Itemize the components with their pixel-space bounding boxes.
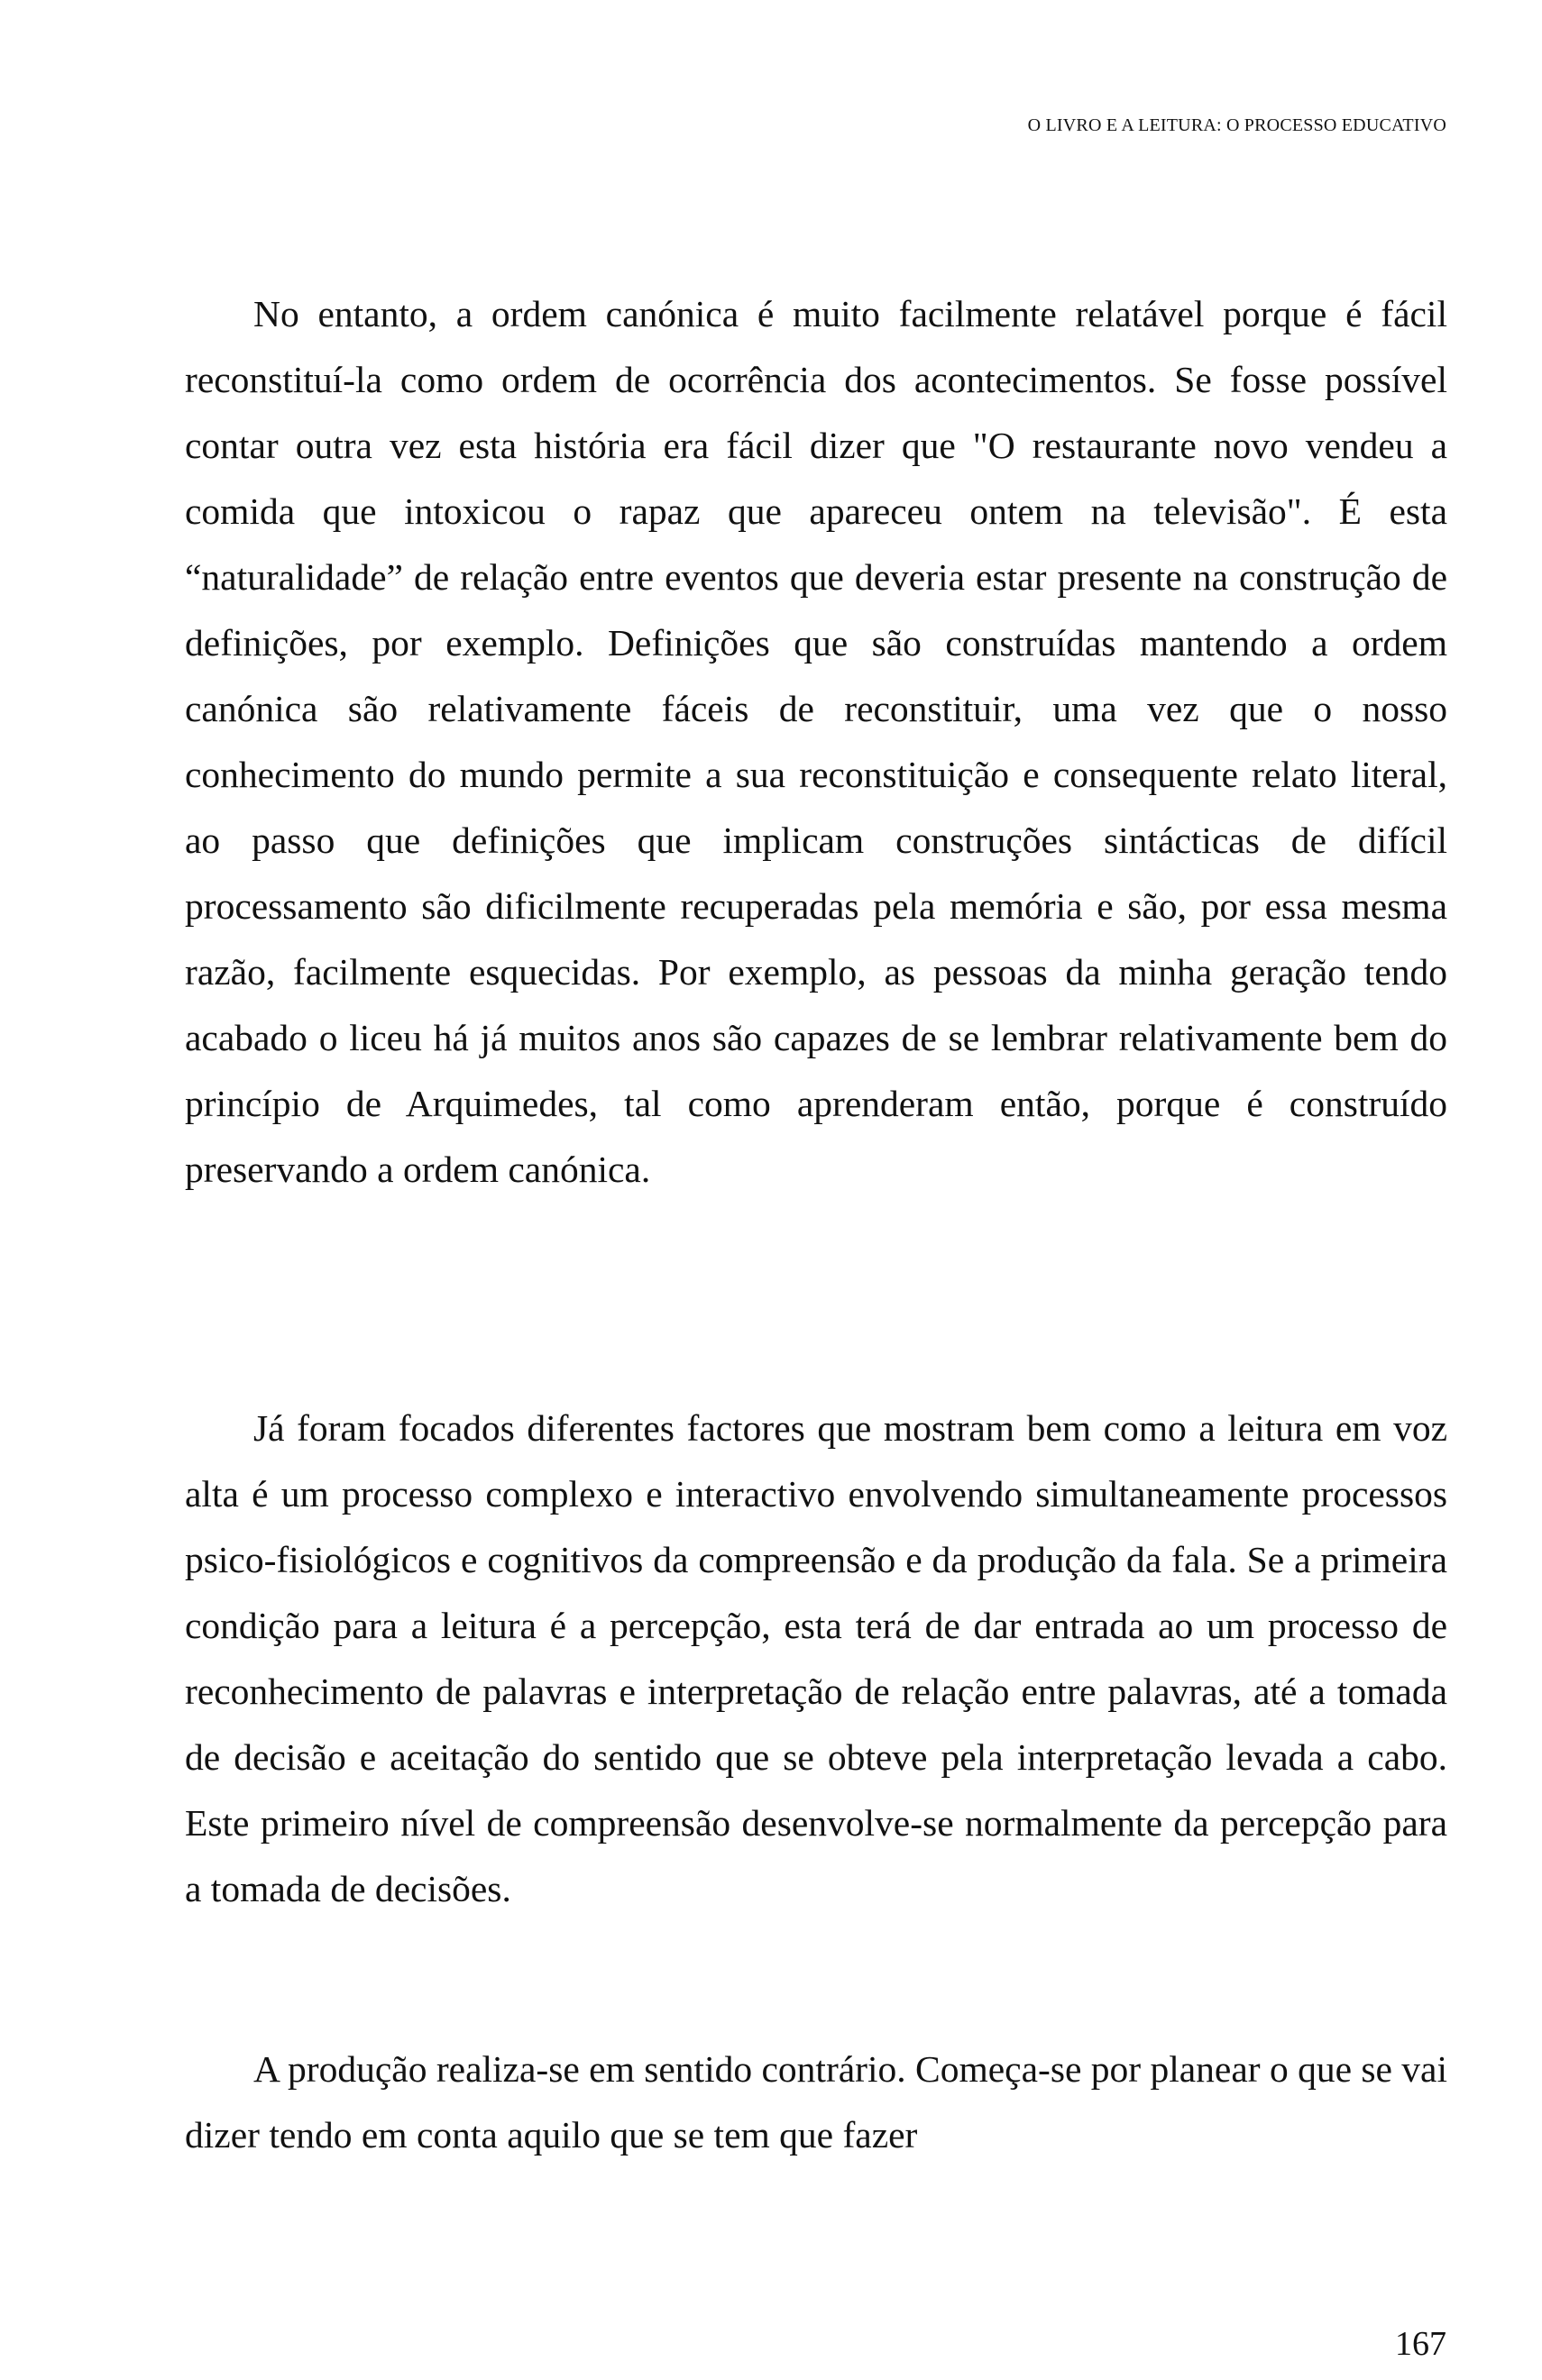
- page-number: 167: [1395, 2325, 1446, 2363]
- paragraph-3: A produção realiza-se em sentido contrário. Começa-se por planear o que se vai dizer tendo em conta aquilo que se tem que fazer: [185, 2048, 1448, 2156]
- paragraph-1: No entanto, a ordem canónica é muito facilmente relatável porque é fácil reconstituí-la como ordem de ocorrência dos acontecimentos. Se fosse possível contar outra vez esta história era fácil dizer que "O restaurante novo vendeu a comida que intoxicou o rapaz que apareceu ontem na televisão". É esta “naturalidade” de relação entre eventos que deveria estar presente na construção de definições, por exemplo. Definições que são construídas mantendo a ordem canónica são relativamente fáceis de reconstituir, uma vez que o nosso conhecimento do mundo permite a sua reconstituição e consequente relato literal, ao passo que definições que implicam construções sintácticas de difícil processamento são dificilmente recuperadas pela memória e são, por essa mesma razão, facilmente esquecidas. Por exemplo, as pessoas da minha geração tendo acabado o liceu há já muitos anos são capazes de se lembrar relativamente bem do princípio de Arquimedes, tal como aprenderam então, porque é construído preservando a ordem canónica.: [185, 293, 1447, 1190]
- running-header: O LIVRO E A LEITURA: O PROCESSO EDUCATIVO: [1027, 115, 1446, 135]
- paragraph-2: Já foram focados diferentes factores que mostram bem como a leitura em voz alta é um processo complexo e interactivo envolvendo simultaneamente processos psico-fisiológicos e cognitivos da compreensão e da produção da fala. Se a primeira condição para a leitura é a percepção, esta terá de dar entrada ao um processo de reconhecimento de palavras e interpretação de relação entre palavras, até a tomada de decisão e aceitação do sentido que se obteve pela interpretação levada a cabo. Este primeiro nível de compreensão desenvolve-se normalmente da percepção para a tomada de decisões.: [185, 1407, 1447, 1909]
